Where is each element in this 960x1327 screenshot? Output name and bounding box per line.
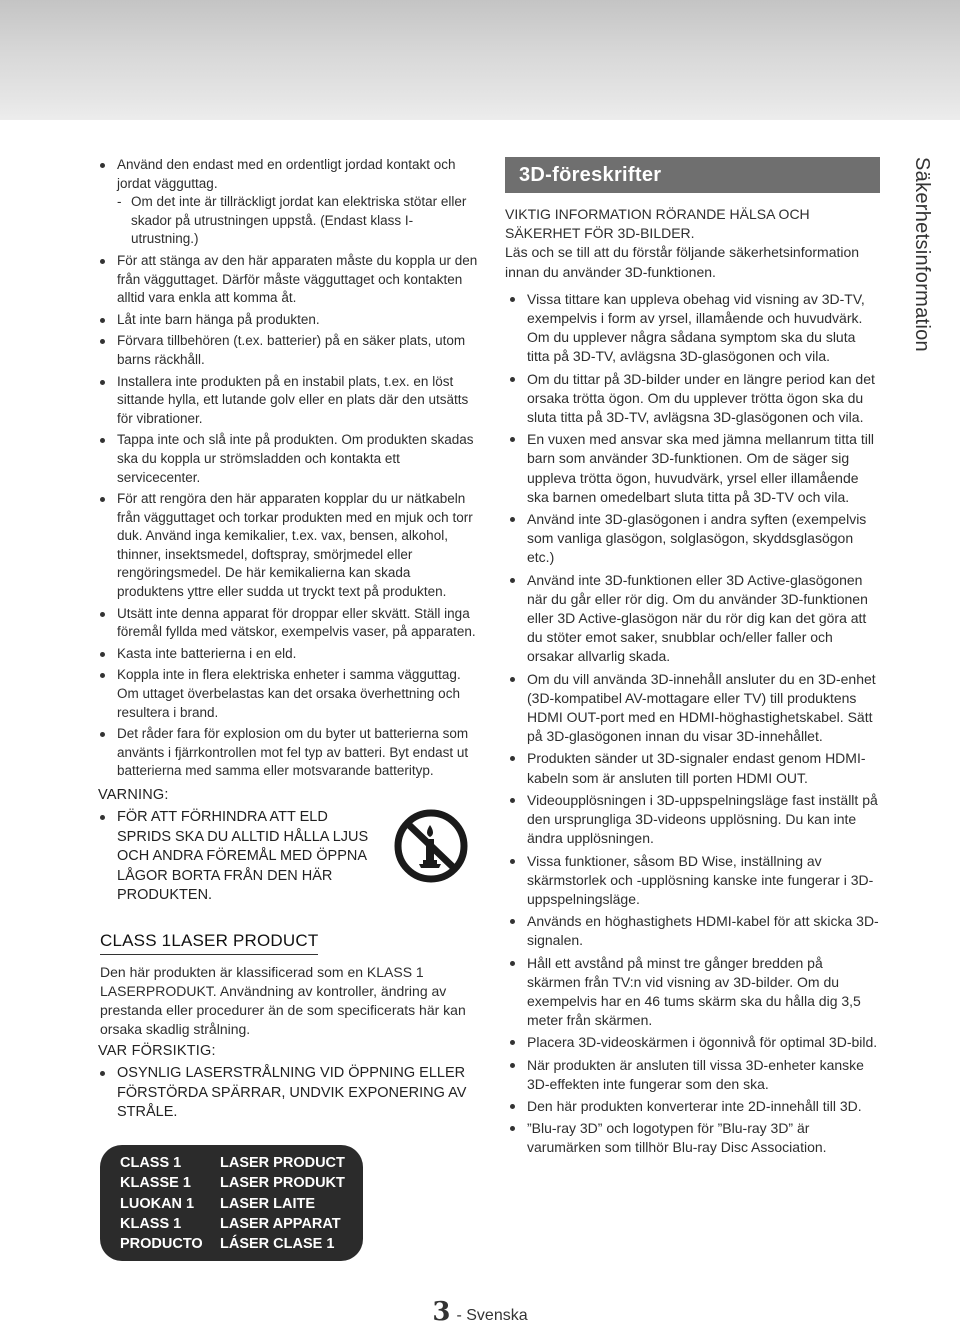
- caution-list: [95, 1064, 480, 1123]
- label-row: [120, 1194, 363, 1214]
- warning-item: FÖR ATT FÖRHINDRA ATT ELD SPRIDS SKA DU ALLTID HÅLLA LJUS OCH ANDRA FÖREMÅL MED ÖPPNA LÅGOR BORTA FRÅN DEN HÄR PRODUKTEN.: [95, 808, 385, 906]
- list-item: [95, 156, 480, 249]
- warning-block: [95, 808, 480, 906]
- list-item: Förvara tillbehören (t.ex. batterier) på en säker plats, utom barns räckhåll.: [95, 332, 480, 369]
- list-item: Kasta inte batterierna i en eld.: [95, 645, 480, 664]
- section-side-tab: [905, 157, 941, 397]
- list-item: Om du vill använda 3D-innehåll ansluter du en 3D-enhet (3D-kompatibel AV-mottagare eller TV) till produktens HDMI OUT-port med en HDMI-höghastighetskabel. Sätt på 3D-glasögonen innan du visar 3D-innehållet.: [505, 670, 880, 747]
- label-cell: PRODUCTO: [120, 1236, 203, 1253]
- middle-column: [505, 157, 880, 1161]
- list-item: Den här produkten konverterar inte 2D-innehåll till 3D.: [505, 1097, 880, 1116]
- list-item: För att rengöra den här apparaten kopplar du ur nätkabeln från vägguttaget och torkar produkten med en mjuk och torr duk. Använd inga kemikalier, t.ex. vax, bensen, alkohol, thinner, insektsmedel, doftspray, smörjmedel eller rengöringsmedel. De här kemikalierna kan skada produktens yttre eller sudda ut tryckt text på produkten.: [95, 490, 480, 602]
- label-cell: KLASSE 1: [120, 1175, 191, 1192]
- caution-heading: VAR FÖRSIKTIG:: [98, 1043, 216, 1060]
- page-footer: [0, 1297, 960, 1327]
- list-item-text: Använd den endast med en ordentligt jordad kontakt och jordat vägguttag.: [117, 157, 456, 191]
- label-row: [120, 1234, 363, 1254]
- label-cell: LUOKAN 1: [120, 1195, 195, 1212]
- list-item: ”Blu-ray 3D” och logotypen för ”Blu-ray 3D” är varumärken som tillhör Blu-ray Disc Association.: [505, 1119, 880, 1157]
- list-item: Håll ett avstånd på minst tre gånger bredden på skärmen från TV:n vid visning av 3D-bilder. Om du exempelvis har en 46 tums skärm ska du hålla dig 3,5 meter från skärmen.: [505, 954, 880, 1031]
- page-number: 3: [432, 1297, 451, 1327]
- caution-item: OSYNLIG LASERSTRÅLNING VID ÖPPNING ELLER FÖRSTÖRDA SPÄRRAR, UNDVIK EXPONERING AV STRÅLE.: [95, 1064, 480, 1123]
- section-header: 3D-föreskrifter: [505, 157, 880, 193]
- intro-heading: VIKTIG INFORMATION RÖRANDE HÄLSA OCH SÄKERHET FÖR 3D-BILDER.: [505, 206, 810, 242]
- list-item: Koppla inte in flera elektriska enheter i samma vägguttag. Om uttaget överbelastas kan det orsaka överhettning och resultera i brand.: [95, 666, 480, 722]
- list-item: Använd inte 3D-glasögonen i andra syften (exempelvis som vanliga glasögon, solglasögon, skyddsglasögon etc.): [505, 510, 880, 568]
- label-row: [120, 1173, 363, 1193]
- list-item: Låt inte barn hänga på produkten.: [95, 311, 480, 330]
- label-cell: LÁSER CLASE 1: [220, 1236, 335, 1253]
- list-item: Vissa tittare kan uppleva obehag vid visning av 3D-TV, exempelvis i form av yrsel, illamående och huvudvärk. Om du upplever några sådana symptom ska du sluta titta på 3D-TV, avlägsna 3D-glasögonen och vila.: [505, 290, 880, 367]
- label-row: [120, 1214, 363, 1234]
- label-cell: LASER PRODUKT: [220, 1175, 345, 1192]
- list-item: Videoupplösningen i 3D-uppspelningsläge fast inställt på den ursprungliga 3D-videons upplösning. Du kan inte ändra upplösningen.: [505, 791, 880, 849]
- 3d-safety-list: [505, 290, 880, 1158]
- label-cell: LASER PRODUCT: [220, 1154, 345, 1171]
- list-item: Tappa inte och slå inte på produkten. Om produkten skadas ska du koppla ur strömsladden och kontakta ett servicecenter.: [95, 431, 480, 487]
- label-cell: CLASS 1: [120, 1154, 182, 1171]
- left-column: [95, 156, 480, 1261]
- laser-class-label: [100, 1145, 363, 1261]
- list-item: Om du tittar på 3D-bilder under en längre period kan det orsaka trötta ögon. Om du upplever trötta ögon ska du sluta titta på 3D-TV, avlägsna 3D-glasögonen och vila.: [505, 370, 880, 428]
- list-item: Används en höghastighets HDMI-kabel för att skicka 3D-signalen.: [505, 912, 880, 950]
- warning-list: [95, 808, 385, 906]
- label-row: [120, 1153, 363, 1173]
- list-item: Vissa funktioner, såsom BD Wise, inställning av skärmstorlek och -upplösning kanske inte fungerar i 3D-uppspelningsläge.: [505, 852, 880, 910]
- list-item: När produkten är ansluten till vissa 3D-enheter kanske 3D-effekten inte fungerar som den ska.: [505, 1056, 880, 1094]
- list-item: Det råder fara för explosion om du byter ut batterierna som använts i fjärrkontrollen mot fel typ av batteri. Byt endast ut batterierna med samma eller motsvarande batterityp.: [95, 725, 480, 781]
- list-subitem: - Om det inte är tillräckligt jordat kan elektriska stötar eller skador på utrustningen uppstå. (Endast klass I-utrustning.): [117, 193, 480, 249]
- label-cell: LASER APPARAT: [220, 1216, 341, 1233]
- warning-heading: VARNING:: [98, 787, 169, 803]
- list-item: Använd inte 3D-funktionen eller 3D Active-glasögonen när du går eller rör dig. Om du använder 3D-funktionen eller 3D Active-glasögon när du rör dig kan det göra att du stöter emot saker, snubblar och/eller faller och orsakar allvarlig skada.: [505, 571, 880, 667]
- list-item: Produkten sänder ut 3D-signaler endast genom HDMI-kabeln som är ansluten till porten HDMI OUT.: [505, 749, 880, 787]
- intro-text: Läs och se till att du förstår följande säkerhetsinformation innan du använder 3D-funktionen.: [505, 244, 860, 280]
- header-gradient-band: [0, 0, 960, 120]
- list-item: Utsätt inte denna apparat för droppar eller skvätt. Ställ inga föremål fyllda med vätskor, exempelvis vaser, på apparaten.: [95, 605, 480, 642]
- label-cell: KLASS 1: [120, 1216, 182, 1233]
- class-laser-title: CLASS 1LASER PRODUCT: [100, 931, 318, 955]
- list-item: För att stänga av den här apparaten måste du koppla ur den från vägguttaget. Därför måste vägguttaget och kontakten alltid vara enkla att komma åt.: [95, 252, 480, 308]
- safety-list: [95, 156, 480, 781]
- label-cell: LASER LAITE: [220, 1195, 316, 1212]
- page-language: - Svenska: [456, 1307, 528, 1324]
- no-open-flame-icon: [393, 808, 469, 884]
- class-description: Den här produkten är klassificerad som en KLASS 1 LASERPRODUKT. Användning av kontroller, ändring av prestanda eller procedurer än de som specificerats här kan orsaka skadlig strålning.: [100, 963, 466, 1038]
- list-item: En vuxen med ansvar ska med jämna mellanrum titta till barn som använder 3D-funktionen. Om de säger sig uppleva trötta ögon, huvudvärk, yrsel eller illamående ska barnen omedelbart sluta titta på 3D-TV och vila.: [505, 430, 880, 507]
- list-item: Installera inte produkten på en instabil plats, t.ex. en löst sittande hylla, ett lutande golv eller en plats där den utsätts för vibrationer.: [95, 373, 480, 429]
- side-tab-label: Säkerhetsinformation: [911, 157, 933, 352]
- section-intro: [505, 205, 880, 282]
- list-item: Placera 3D-videoskärmen i ögonnivå för optimal 3D-bild.: [505, 1033, 880, 1052]
